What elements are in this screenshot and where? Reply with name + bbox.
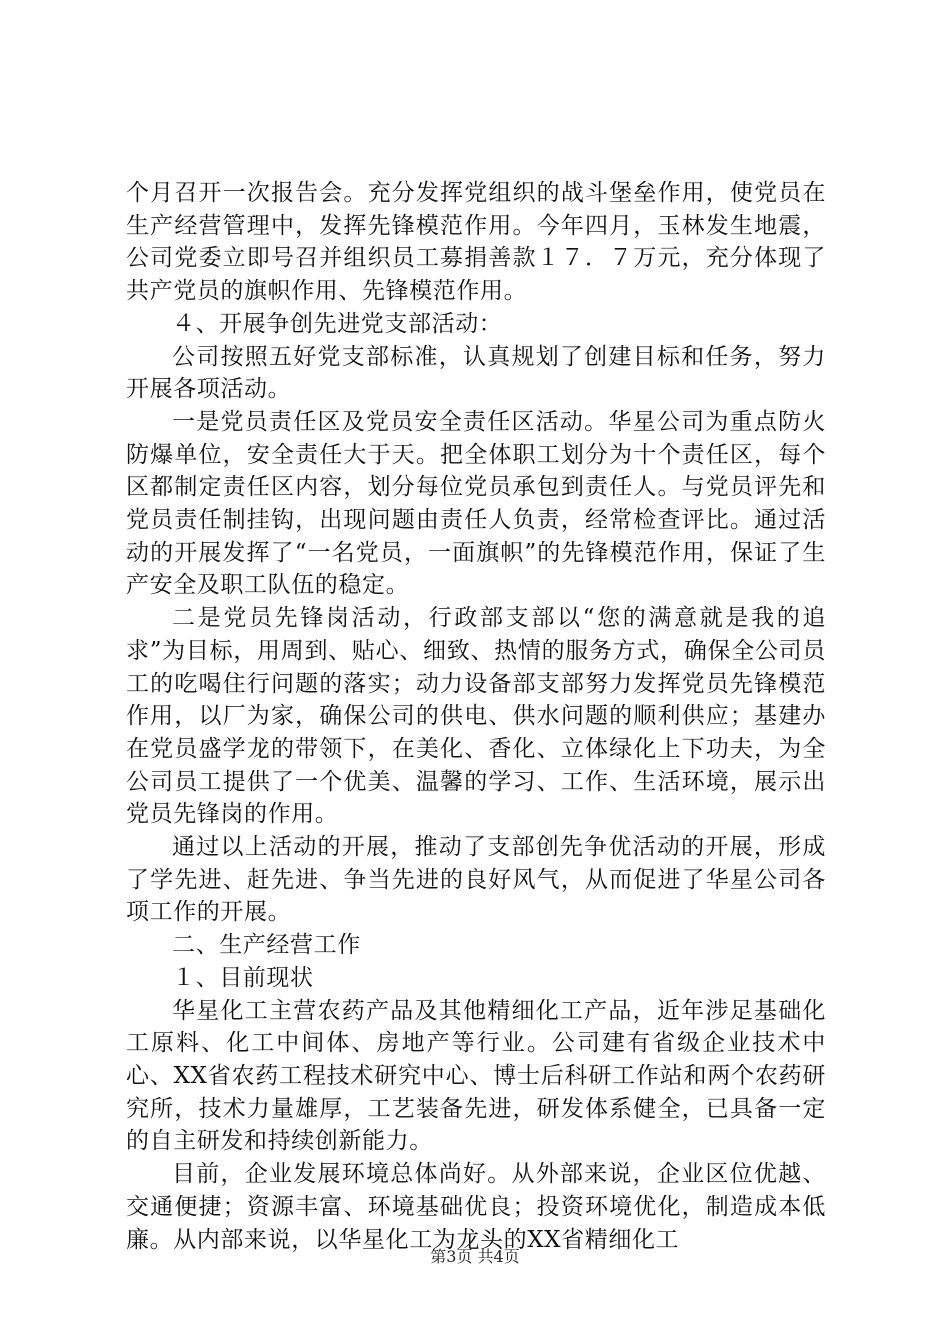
paragraph-9: 华星化工主营农药产品及其他精细化工产品，近年涉足基础化工原料、化工中间体、房地产等行业。公司建有省级企业技术中心、XX省农药工程技术研究中心、博士后科研工作站和两个农药研究所，技术力量雄厚，工艺装备先进，研发体系健全，已具备一定的自主研发和持续创新能力。	[126, 997, 826, 1155]
paragraph-2-heading: ４、开展争创先进党支部活动：	[172, 310, 503, 337]
page-number-footer: 第3页 共4页	[430, 1247, 520, 1266]
paragraph-10: 目前，企业发展环境总体尚好。从外部来说，企业区位优越、交通便捷；资源丰富、环境基础优良；投资环境优化，制造成本低廉。从内部来说，以华星化工为龙头的XX省精细化工	[126, 1161, 826, 1253]
section-heading: 二、生产经营工作	[172, 932, 361, 959]
paragraph-3: 公司按照五好党支部标准，认真规划了创建目标和任务，努力开展各项活动。	[126, 343, 826, 403]
document-body	[126, 177, 826, 1256]
paragraph-5: 二是党员先锋岗活动，行政部支部以“您的满意就是我的追求”为目标，用周到、贴心、细致、热情的服务方式，确保全公司员工的吃喝住行问题的落实；动力设备部支部努力发挥党员先锋模范作用，以厂为家，确保公司的供电、供水问题的顺利供应；基建办在党员盛学龙的带领下，在美化、香化、立体绿化上下功夫，为全公司员工提供了一个优美、温馨的学习、工作、生活环境，展示出党员先锋岗的作用。	[126, 605, 826, 828]
paragraph-4: 一是党员责任区及党员安全责任区活动。华星公司为重点防火防爆单位，安全责任大于天。把全体职工划分为十个责任区，每个区都制定责任区内容，划分每位党员承包到责任人。与党员评先和党员责任制挂钩，出现问题由责任人负责，经常检查评比。通过活动的开展发挥了“一名党员，一面旗帜”的先锋模范作用，保证了生产安全及职工队伍的稳定。	[126, 408, 826, 599]
subsection-heading: １、目前现状	[172, 964, 314, 991]
paragraph-1: 个月召开一次报告会。充分发挥党组织的战斗堡垒作用，使党员在生产经营管理中，发挥先锋模范作用。今年四月，玉林发生地震，公司党委立即号召并组织员工募捐善款１７．７万元，充分体现了共产党员的旗帜作用、先锋模范作用。	[126, 180, 826, 305]
paragraph-6: 通过以上活动的开展，推动了支部创先争优活动的开展，形成了学先进、赶先进、争当先进的良好风气，从而促进了华星公司各项工作的开展。	[126, 834, 826, 926]
